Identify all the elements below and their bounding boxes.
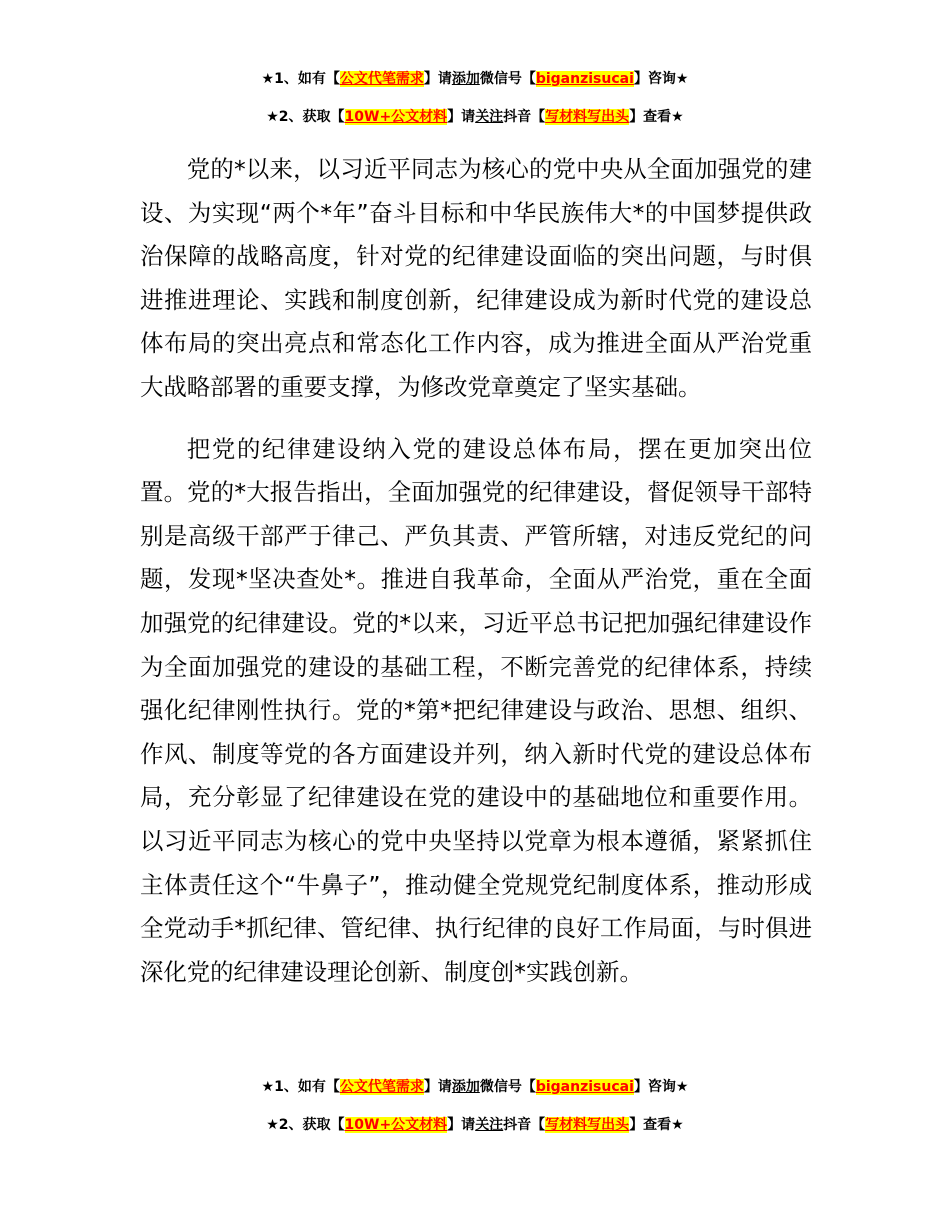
paragraph-1: 党的*以来，以习近平同志为核心的党中央从全面加强党的建设、为实现“两个*年”奋斗目标和中华民族伟大*的中国梦提供政治保障的战略高度，针对党的纪律建设面临的突出问题，与时俱进推进理论、实践和制度创新，纪律建设成为新时代党的建设总体布局的突出亮点和常态化工作内容，成为推进全面从严治党重大战略部署的重要支撑，为修改党章奠定了坚实基础。 bbox=[140, 155, 812, 401]
top-ad-line-1: ★1、如有【公文代笔需求】请添加微信号【biganzisucai】咨询★ bbox=[261, 71, 689, 87]
top-ad-line-2: ★2、获取【10W+公文材料】请关注抖音【写材料写出头】查看★ bbox=[266, 109, 684, 125]
ghostwriting-highlight: 公文代笔需求 bbox=[339, 1079, 424, 1095]
douyin-account-highlight: 写材料写出头 bbox=[545, 109, 630, 125]
document-body bbox=[140, 148, 812, 994]
paragraph-2: 把党的纪律建设纳入党的建设总体布局，摆在更加突出位置。党的*大报告指出，全面加强党的纪律建设，督促领导干部特别是高级干部严于律己、严负其责、严管所辖，对违反党纪的问题，发现*坚决查处*。推进自我革命，全面从严治党，重在全面加强党的纪律建设。党的*以来，习近平总书记把加强纪律建设作为全面加强党的建设的基础工程，不断完善党的纪律体系，持续强化纪律刚性执行。党的*第*把纪律建设与政治、思想、组织、作风、制度等党的各方面建设并列，纳入新时代党的建设总体布局，充分彰显了纪律建设在党的建设中的基础地位和重要作用。以习近平同志为核心的党中央坚持以党章为根本遵循，紧紧抓住主体责任这个“牛鼻子”，推动健全党规党纪制度体系，推动形成全党动手*抓纪律、管纪律、执行纪律的良好工作局面，与时俱进深化党的纪律建设理论创新、制度创*实践创新。 bbox=[140, 434, 812, 986]
ghostwriting-highlight: 公文代笔需求 bbox=[339, 71, 424, 87]
douyin-account-highlight: 写材料写出头 bbox=[545, 1117, 630, 1133]
bottom-ad-line-1: ★1、如有【公文代笔需求】请添加微信号【biganzisucai】咨询★ bbox=[261, 1079, 689, 1095]
materials-highlight: 10W+公文材料 bbox=[344, 109, 448, 125]
wechat-id-highlight: biganzisucai bbox=[535, 1079, 634, 1095]
bottom-ad-line-2: ★2、获取【10W+公文材料】请关注抖音【写材料写出头】查看★ bbox=[266, 1117, 684, 1133]
materials-highlight: 10W+公文材料 bbox=[344, 1117, 448, 1133]
wechat-id-highlight: biganzisucai bbox=[535, 71, 634, 87]
